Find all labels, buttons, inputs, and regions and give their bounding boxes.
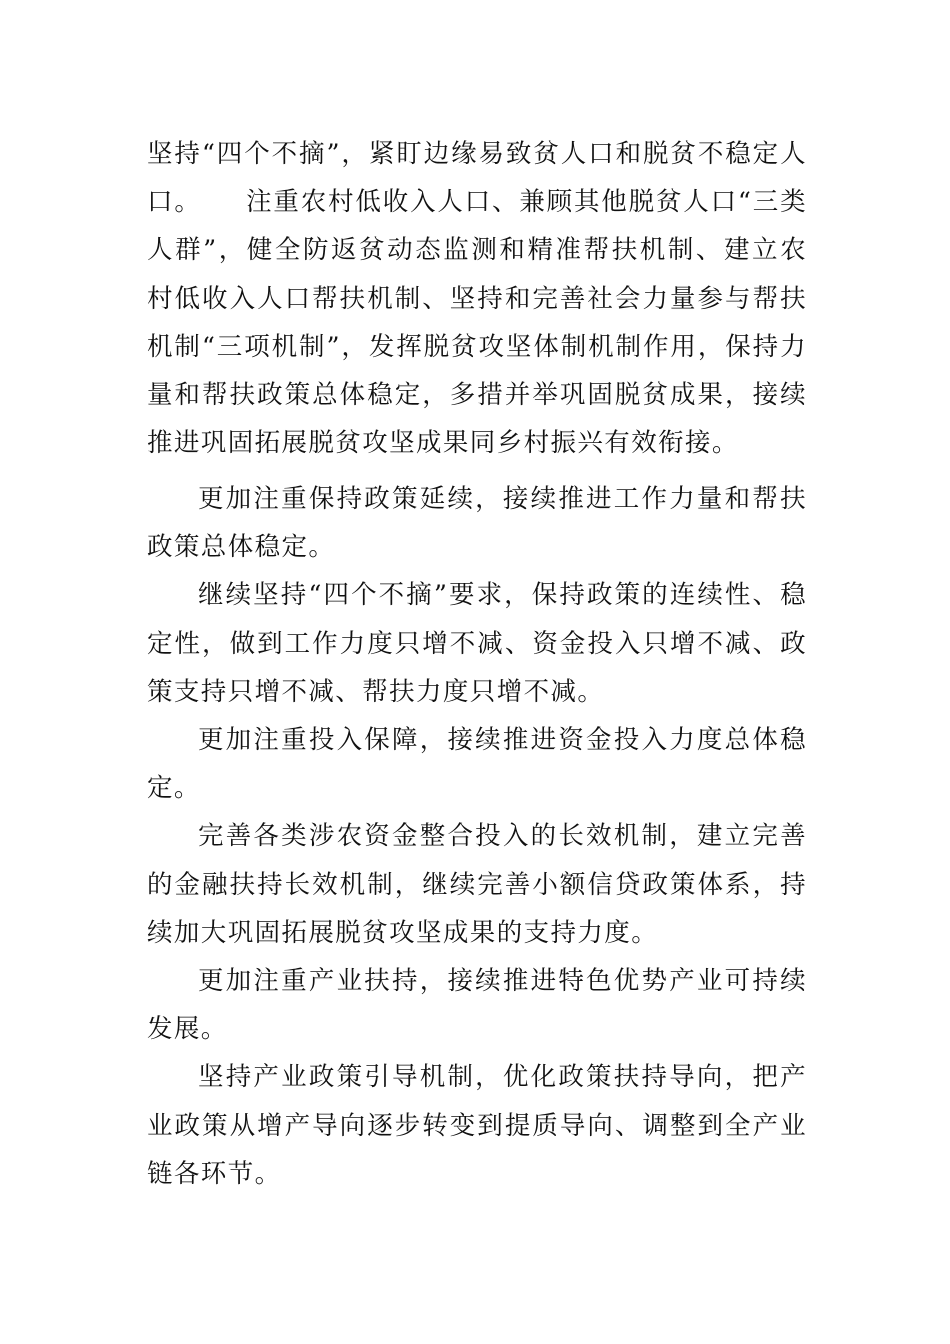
section-heading-industry: 更加注重产业扶持，接续推进特色优势产业可持续发展。 [147,966,807,1045]
body-text [147,475,807,1198]
paragraph-text-part1: 坚持“四个不摘”，紧盯边缘易致贫人口和脱贫不稳定人口。 [147,139,807,218]
body-paragraph-industry-policy: 坚持产业政策引导机制，优化政策扶持导向，把产业政策从增产导向逐步转变到提质导向、调整到全产业链各环节。 [147,1062,807,1189]
section-heading-policy-continuity: 更加注重保持政策延续，接续推进工作力量和帮扶政策总体稳定。 [147,484,807,563]
section-heading-investment: 更加注重投入保障，接续推进资金投入力度总体稳定。 [147,725,807,804]
paragraph-text-part2: 注重农村低收入人口、兼顾其他脱贫人口“三类人群”，健全防返贫动态监测和精准帮扶机制、建立农村低收入人口帮扶机制、坚持和完善社会力量参与帮扶机制“三项机制”，发挥脱贫攻坚体制机制作用，保持力量和帮扶政策总体稳定，多措并举巩固脱贫成果，接续推进巩固拓展脱贫攻坚成果同乡村振兴有效衔接。 [147,187,807,459]
body-paragraph [147,130,807,467]
body-paragraph-funding: 完善各类涉农资金整合投入的长效机制，建立完善的金融扶持长效机制，继续完善小额信贷政策体系，持续加大巩固拓展脱贫攻坚成果的支持力度。 [147,821,807,948]
body-paragraph-four-no: 继续坚持“四个不摘”要求，保持政策的连续性、稳定性，做到工作力度只增不减、资金投入只增不减、政策支持只增不减、帮扶力度只增不减。 [147,580,807,707]
opening-paragraph [147,130,807,467]
